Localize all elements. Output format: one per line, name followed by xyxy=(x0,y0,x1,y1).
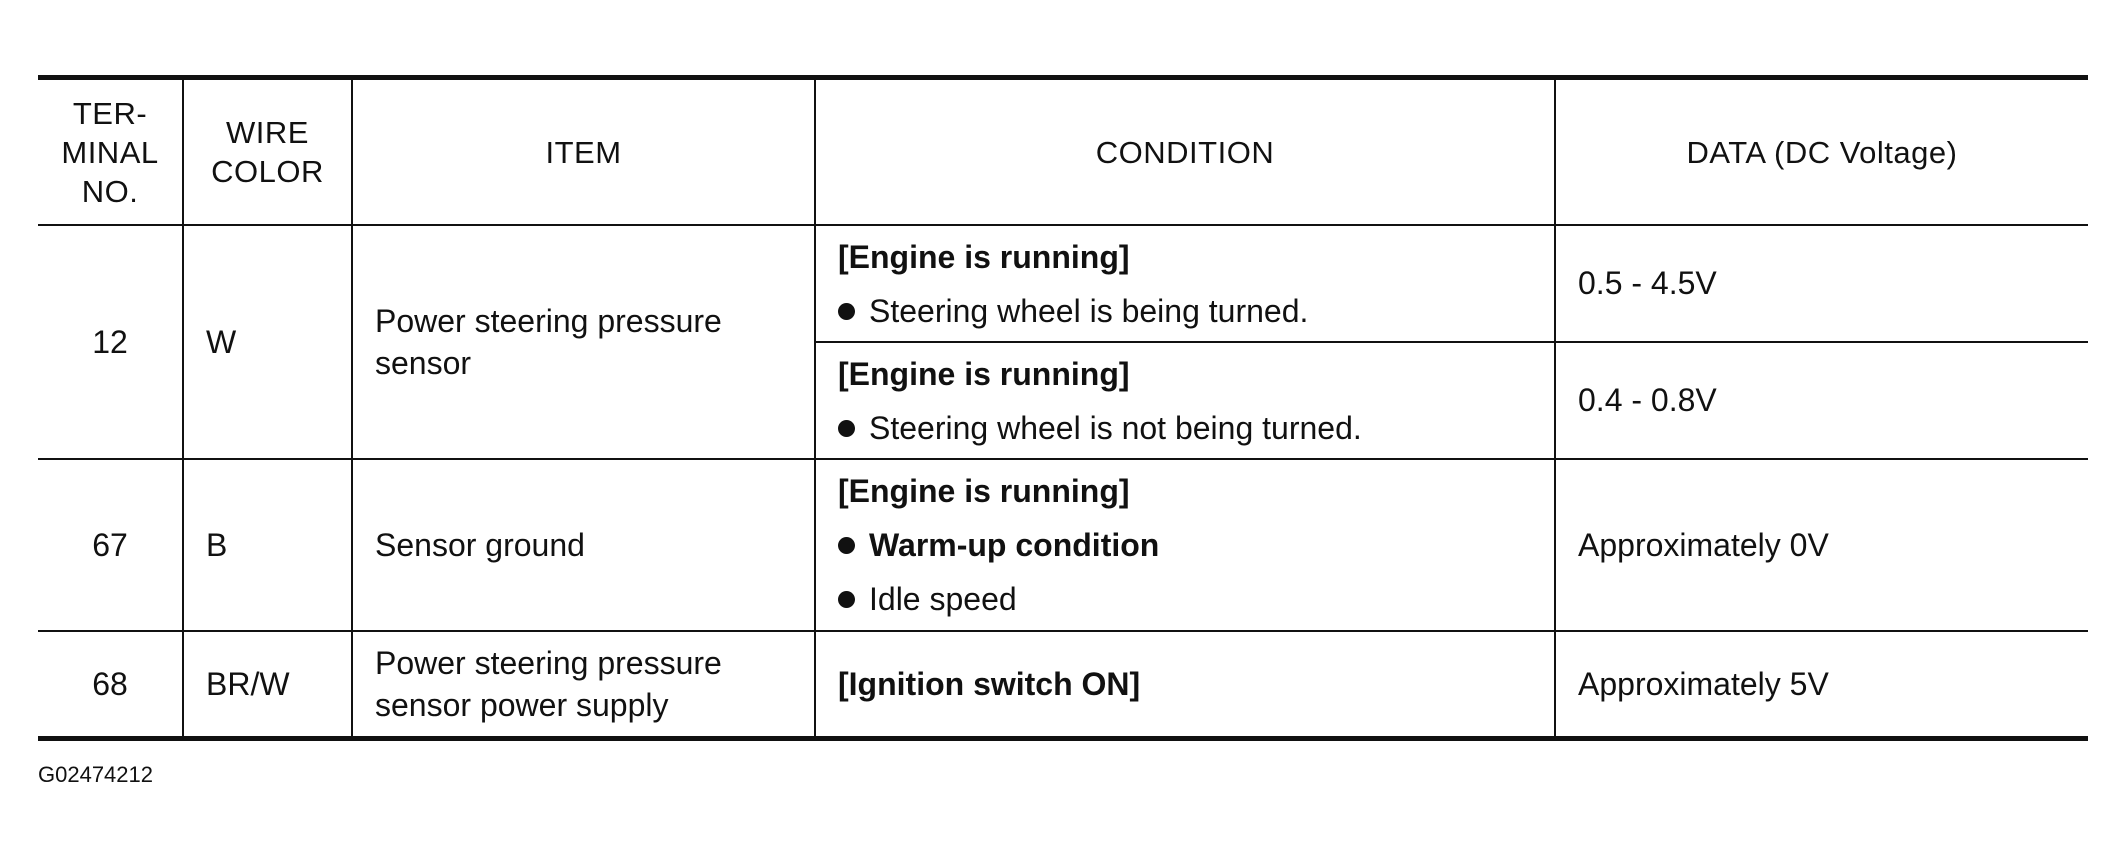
header-data: DATA (DC Voltage) xyxy=(1555,78,2088,226)
condition-cell xyxy=(815,342,1555,459)
item-cell xyxy=(352,459,815,631)
condition-bullet xyxy=(838,284,1554,338)
header-wire-color xyxy=(183,78,352,226)
terminal-number-cell: 12 xyxy=(38,225,183,459)
condition-cell xyxy=(815,459,1555,631)
header-wire-line: WIRE xyxy=(226,115,309,150)
condition-bullet-text: Steering wheel is not being turned. xyxy=(869,409,1362,446)
header-terminal-line: NO. xyxy=(81,173,139,209)
table-row xyxy=(38,631,2088,739)
item-cell xyxy=(352,631,815,739)
terminal-number-cell: 68 xyxy=(38,631,183,739)
condition-bullet xyxy=(838,572,1554,626)
header-wire-line: COLOR xyxy=(211,154,324,189)
condition-heading: [Engine is running] xyxy=(838,355,1130,392)
bullet-icon xyxy=(838,420,855,437)
condition-bullet-text: Warm-up condition xyxy=(869,527,1160,563)
table-header-row xyxy=(38,78,2088,226)
condition-bullet-text: Idle speed xyxy=(869,581,1017,617)
table-row xyxy=(38,225,2088,342)
bullet-icon xyxy=(838,591,855,608)
condition-bullet xyxy=(838,401,1554,455)
header-terminal-line: MINAL xyxy=(61,134,159,170)
item-line: Sensor ground xyxy=(375,527,585,563)
condition-bullet xyxy=(838,518,1554,572)
bullet-icon xyxy=(838,303,855,320)
header-condition: CONDITION xyxy=(815,78,1555,226)
terminal-data-table xyxy=(38,75,2088,741)
item-line: sensor power supply xyxy=(375,687,669,723)
data-voltage-cell: Approximately 5V xyxy=(1555,631,2088,739)
data-voltage-cell: 0.4 - 0.8V xyxy=(1555,342,2088,459)
wire-color-cell: W xyxy=(183,225,352,459)
terminal-number-cell: 67 xyxy=(38,459,183,631)
condition-heading: [Engine is running] xyxy=(838,238,1130,275)
condition-heading: [Ignition switch ON] xyxy=(838,666,1141,702)
condition-heading: [Engine is running] xyxy=(838,473,1130,509)
figure-code: G02474212 xyxy=(38,762,153,787)
item-line: Power steering pressure xyxy=(375,303,722,339)
header-item: ITEM xyxy=(352,78,815,226)
condition-bullet-text: Steering wheel is being turned. xyxy=(869,292,1309,329)
item-line: sensor xyxy=(375,345,472,381)
table-row xyxy=(38,459,2088,631)
condition-cell xyxy=(815,225,1555,342)
item-line: Power steering pressure xyxy=(375,645,722,681)
data-voltage-cell: 0.5 - 4.5V xyxy=(1555,225,2088,342)
condition-cell xyxy=(815,631,1555,739)
wire-color-cell: B xyxy=(183,459,352,631)
header-terminal-line: TER- xyxy=(72,95,148,131)
data-voltage-cell: Approximately 0V xyxy=(1555,459,2088,631)
wire-color-cell: BR/W xyxy=(183,631,352,739)
header-terminal-no xyxy=(38,78,183,226)
bullet-icon xyxy=(838,537,855,554)
item-cell xyxy=(352,225,815,459)
